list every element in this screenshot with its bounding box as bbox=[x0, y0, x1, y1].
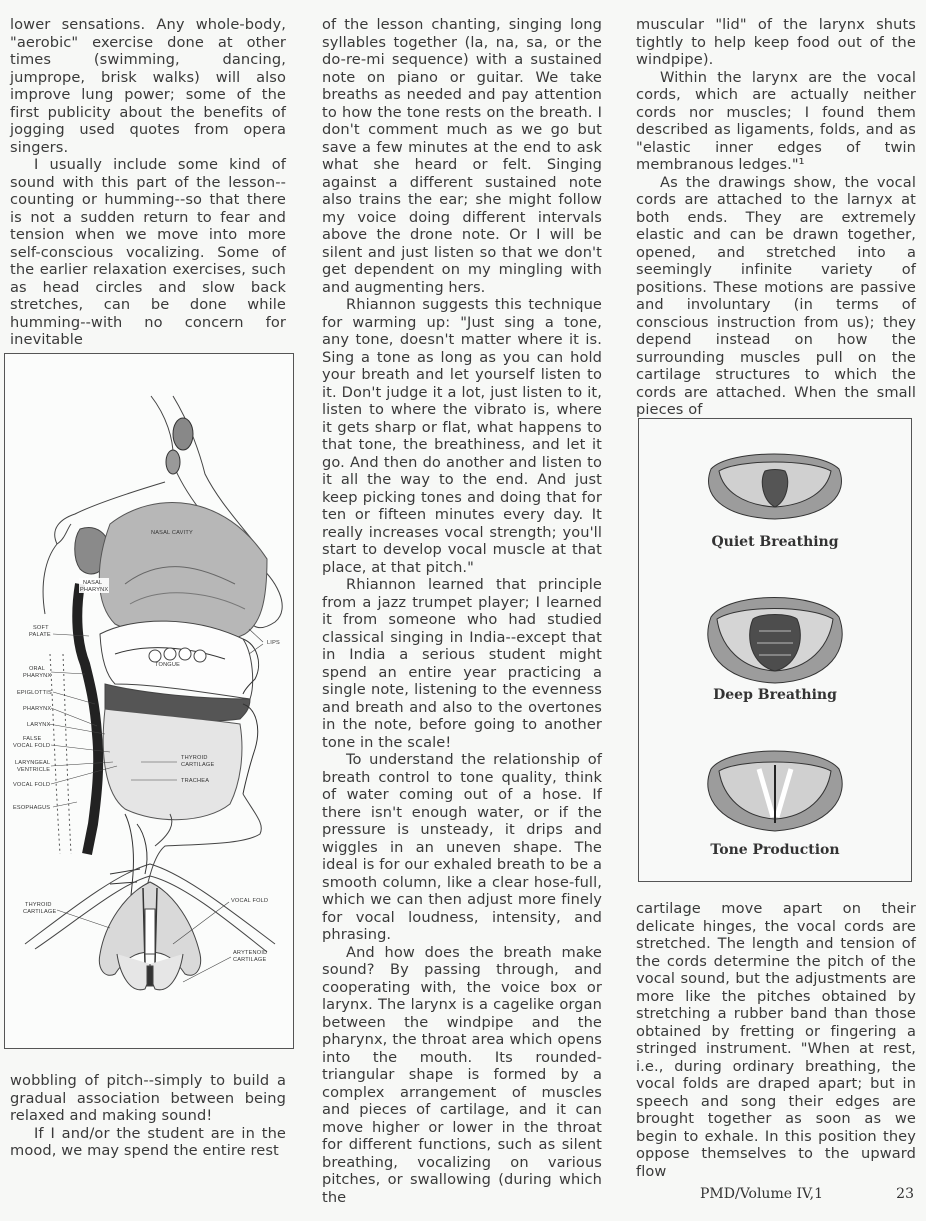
larynx-top-view-drawing bbox=[25, 864, 275, 990]
label-laryngeal-ventricle-2: VENTRICLE bbox=[17, 767, 51, 773]
figure-vocal-anatomy bbox=[4, 353, 294, 1049]
paragraph: Within the larynx are the vocal cords, which are actually neither cords nor muscles; I found them described as ligaments, folds, and as "elastic inner edges of twin membranous ledges."¹ bbox=[636, 68, 916, 173]
label-oral-pharynx: ORAL bbox=[29, 666, 46, 672]
glottis-drawings bbox=[639, 419, 911, 881]
paragraph: Rhiannon learned that principle from a jazz trumpet player; I learned it from someone who had studied classical singing in India--except that in India a serious student might spend an entire year practicing a single note, listening to the evenness and breath and also to the overtones in the note, before going to another tone in the scale! bbox=[322, 576, 602, 751]
column-1-top bbox=[10, 16, 286, 349]
caption-quiet-breathing: Quiet Breathing bbox=[711, 534, 839, 550]
vocal-anatomy-drawing bbox=[5, 354, 293, 1048]
label-false-vocal-fold-2: VOCAL FOLD bbox=[13, 743, 51, 749]
label-thyroid-cartilage-top: THYROID bbox=[25, 902, 52, 908]
paragraph: of the lesson chanting, singing long syllables together (la, na, sa, or the do-re-mi sequence) with a sustained note on piano or guitar. We take breaths as needed and pay attention to how the tone rests on the breath. I don't comment much as we go but save a few minutes at the end to ask what she heard or felt. Singing against a different sustained note also trains the ear; she might follow my voice doing different intervals above the drone note. Or I will be silent and just listen so that we don't get dependent on my mingling with and augmenting hers. bbox=[322, 16, 602, 296]
label-nasal-pharynx-2: PHARYNX bbox=[80, 587, 109, 593]
tone-production-drawing bbox=[708, 751, 842, 831]
paragraph: And how does the breath make sound? By passing through, and cooperating with, the voice box or larynx. The larynx is a cagelike organ between the windpipe and the pharynx, the throat area which opens into the mouth. Its rounded-triangular shape is formed by a complex arrangement of muscles and pieces of cartilage, and it can move higher or lower in the throat for different functions, such as silent breathing, vocalizing on various pitches, or swallowing (during which the bbox=[322, 943, 602, 1206]
label-thyroid-cartilage: THYROID bbox=[181, 755, 208, 761]
label-thyroid-cartilage-top-2: CARTILAGE bbox=[23, 909, 57, 915]
paragraph: I usually include some kind of sound with this part of the lesson--counting or humming--so that there is not a sudden return to fear and tension when we move into more self-conscious vocalizing. Some of the earlier relaxation exercises, such as head circles and slow back stretches, can be done while humming--with no concern for inevitable bbox=[10, 156, 286, 348]
label-soft-palate-2: PALATE bbox=[29, 632, 51, 638]
column-1-bottom bbox=[10, 1072, 286, 1160]
caption-deep-breathing: Deep Breathing bbox=[713, 687, 837, 703]
label-laryngeal-ventricle: LARYNGEAL bbox=[15, 760, 51, 766]
label-nasal-pharynx: NASAL bbox=[83, 580, 103, 586]
label-nasal-cavity: NASAL CAVITY bbox=[151, 530, 193, 536]
label-vocal-fold-top: VOCAL FOLD bbox=[231, 898, 269, 904]
quiet-breathing-drawing bbox=[709, 454, 842, 519]
paragraph: Rhiannon suggests this technique for warming up: "Just sing a tone, any tone, doesn't matter where it is. Sing a tone as long as you can hold your breath and let yourself listen to it. Don't judge it a lot, just listen to it, listen to where the vibrato is, where it gets sharp or flat, what happens to that tone, the breathiness, and let it go. And then do another and listen to it all the way to the end. And just keep picking tones and doing that for ten or fifteen minutes every day. It really increases vocal strength; you'll start to develop vocal muscle at that place, at that pitch." bbox=[322, 296, 602, 576]
label-vocal-fold: VOCAL FOLD bbox=[13, 782, 51, 788]
label-trachea: TRACHEA bbox=[181, 778, 210, 784]
paragraph: As the drawings show, the vocal cords are attached to the larnyx at both ends. They are extremely elastic and can be drawn together, opened, and stretched into a seemingly infinite variety of positions. These motions are passive and involuntary (in terms of conscious instruction from us); they depend instead on how the surrounding muscles pull on the cartilage structures to which the cords are attached. When the small pieces of bbox=[636, 173, 916, 418]
deep-breathing-drawing bbox=[708, 598, 842, 684]
label-oral-pharynx-2: PHARYNX bbox=[23, 673, 52, 679]
label-thyroid-cartilage-2: CARTILAGE bbox=[181, 762, 215, 768]
caption-tone-production: Tone Production bbox=[710, 842, 840, 858]
figure-glottis-positions bbox=[638, 418, 912, 882]
label-esophagus: ESOPHAGUS bbox=[13, 805, 51, 811]
label-false-vocal-fold: FALSE bbox=[23, 736, 42, 742]
paragraph: To understand the relationship of breath control to tone quality, think of water coming out of a hose. If there isn't enough water, or if the pressure is unsteady, it drips and wiggles in an uneven shape. The ideal is for our exhaled breath to be a smooth column, like a clear hose-full, which we can then adjust more finely for vocal loudness, intensity, and phrasing. bbox=[322, 751, 602, 943]
page-number: 23 bbox=[896, 1186, 914, 1202]
label-tongue: TONGUE bbox=[155, 662, 181, 668]
column-2 bbox=[322, 16, 602, 1206]
paragraph: lower sensations. Any whole-body, "aerobic" exercise done at other times (swimming, dancing, jumprope, brisk walks) will also improve lung power; some of the first publicity about the benefits of jogging used quotes from opera singers. bbox=[10, 16, 286, 156]
column-3-bottom bbox=[636, 900, 916, 1180]
paragraph: wobbling of pitch--simply to build a gradual association between being relaxed and making sound! bbox=[10, 1072, 286, 1124]
label-lips: LIPS bbox=[267, 640, 280, 646]
label-arytenoid-cartilage: ARYTENOID bbox=[233, 950, 268, 956]
label-larynx: LARYNX bbox=[27, 722, 51, 728]
paragraph: muscular "lid" of the larynx shuts tightly to help keep food out of the windpipe). bbox=[636, 16, 916, 68]
label-arytenoid-cartilage-2: CARTILAGE bbox=[233, 957, 267, 963]
paragraph: cartilage move apart on their delicate hinges, the vocal cords are stretched. The length and tension of the cords determine the pitch of the vocal sound, but the adjustments are more like the pitches obtained by stretching a rubber band than those obtained by fretting or fingering a stringed instrument. "When at rest, i.e., during ordinary breathing, the vocal folds are draped apart; but in speech and song their edges are brought together as soon as we begin to exhale. In this position they oppose themselves to the upward flow bbox=[636, 900, 916, 1180]
column-3-top bbox=[636, 16, 916, 419]
label-pharynx: PHARYNX bbox=[23, 706, 52, 712]
paragraph: If I and/or the student are in the mood, we may spend the entire rest bbox=[10, 1124, 286, 1159]
journal-volume: PMD/Volume IV,1 bbox=[700, 1186, 824, 1202]
label-epiglottis: EPIGLOTTIS bbox=[17, 690, 52, 696]
label-soft-palate: SOFT bbox=[33, 625, 49, 631]
